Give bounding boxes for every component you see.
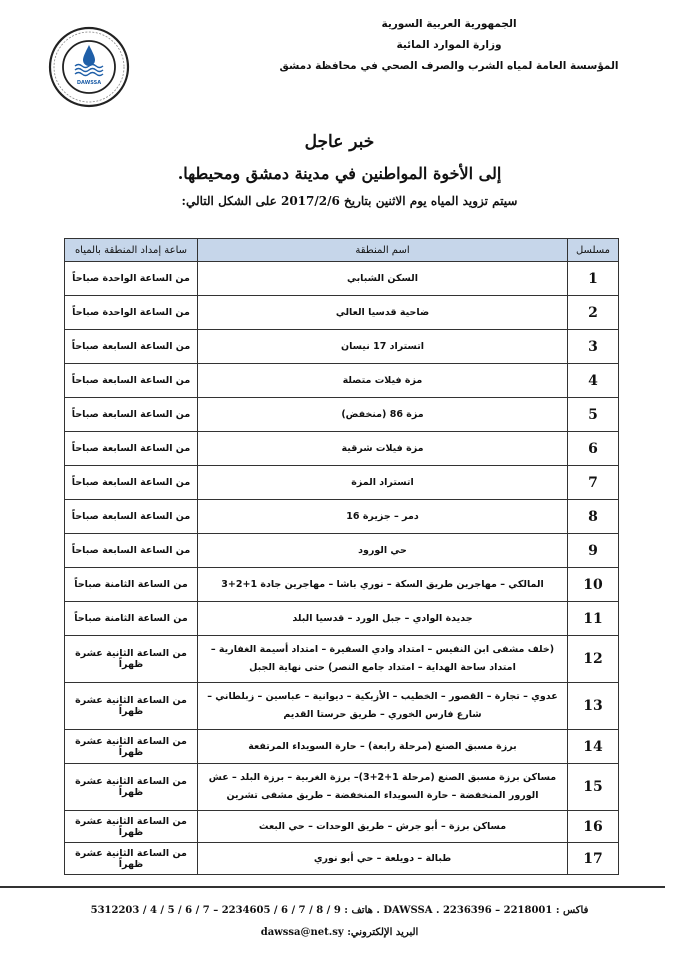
table-row (65, 636, 619, 683)
row-time: من الساعة الثانية عشرة ظهراً (65, 730, 198, 764)
row-serial: 15 (568, 764, 619, 811)
row-time: من الساعة السابعة صباحاً (65, 534, 198, 568)
notice-subtitle: إلى الأخوة المواطنين في مدينة دمشق ومحيطها. (177, 164, 502, 183)
row-serial: 16 (568, 811, 619, 843)
row-time: من الساعة السابعة صباحاً (65, 364, 198, 398)
row-area: اتستراد 17 نيسان (198, 330, 568, 364)
notice-title: خبر عاجل (304, 132, 375, 152)
table-row (65, 398, 619, 432)
row-serial: 8 (568, 500, 619, 534)
row-serial: 10 (568, 568, 619, 602)
row-serial: 2 (568, 296, 619, 330)
row-time: من الساعة الثامنة صباحاً (65, 568, 198, 602)
row-time: من الساعة الثانية عشرة ظهراً (65, 683, 198, 730)
row-area: ضاحية قدسيا العالي (198, 296, 568, 330)
row-area: مساكن برزة مسبق الصنع (مرحلة 1+2+3)– برزة الغربية – برزة البلد – عش الورور المنخفضة – حارة السويداء المنخفضة – طريق مشفى تشرين (198, 764, 568, 811)
table-row (65, 843, 619, 875)
row-serial: 12 (568, 636, 619, 683)
row-area: السكن الشبابي (198, 262, 568, 296)
row-serial: 9 (568, 534, 619, 568)
row-area: مزة فيلات شرقية (198, 432, 568, 466)
row-area: جديدة الوادي – جبل الورد – قدسيا البلد (198, 602, 568, 636)
row-area: مزة 86 (منخفض) (198, 398, 568, 432)
table-row (65, 466, 619, 500)
row-time: من الساعة الواحدة صباحاً (65, 262, 198, 296)
row-time: من الساعة السابعة صباحاً (65, 500, 198, 534)
row-area: مساكن برزة – أبو جرش – طريق الوحدات – حي البعث (198, 811, 568, 843)
header-time: ساعة إمداد المنطقة بالمياه (65, 239, 198, 262)
footer (0, 900, 679, 944)
footer-contact-line: هاتف : 9 / 8 / 7 / 6 / 2234605 – 7 / 6 / 5 / 4 / 5312203 . DAWSSA . فاكس : 2218001 – 2236396 (90, 905, 589, 916)
header-area: اسم المنطقة (198, 239, 568, 262)
row-area: حي الورود (198, 534, 568, 568)
table-row (65, 296, 619, 330)
row-serial: 5 (568, 398, 619, 432)
row-time: من الساعة الثانية عشرة ظهراً (65, 636, 198, 683)
row-serial: 13 (568, 683, 619, 730)
table-row (65, 534, 619, 568)
row-time: من الساعة السابعة صباحاً (65, 330, 198, 364)
row-serial: 7 (568, 466, 619, 500)
row-area: مزة فيلات متصلة (198, 364, 568, 398)
row-serial: 11 (568, 602, 619, 636)
row-time: من الساعة الثانية عشرة ظهراً (65, 811, 198, 843)
table-row (65, 764, 619, 811)
notice-heading (0, 128, 679, 214)
footer-email[interactable]: dawssa@net.sy (260, 927, 344, 938)
footer-divider (0, 886, 665, 888)
row-time: من الساعة السابعة صباحاً (65, 432, 198, 466)
row-time: من الساعة السابعة صباحاً (65, 466, 198, 500)
letterhead-country: الجمهورية العربية السورية (381, 18, 517, 30)
row-serial: 1 (568, 262, 619, 296)
letterhead-ministry: وزارة الموارد المائية (396, 39, 502, 51)
row-serial: 14 (568, 730, 619, 764)
row-time: من الساعة الثانية عشرة ظهراً (65, 764, 198, 811)
row-area: دمر – جزيرة 16 (198, 500, 568, 534)
logo-text: DAWSSA (76, 80, 102, 86)
row-time: من الساعة الثانية عشرة ظهراً (65, 843, 198, 875)
footer-email-line (0, 922, 679, 944)
water-schedule-table (64, 238, 619, 875)
row-time: من الساعة السابعة صباحاً (65, 398, 198, 432)
table-header-row (65, 239, 619, 262)
row-area: (خلف مشفى ابن النفيس – امتداد وادي السفيرة – امتداد أسيمة الغفارية – امتداد ساحة الهداية – امتداد جامع النصر) حتى نهاية الجبل (198, 636, 568, 683)
table-row (65, 262, 619, 296)
table-row (65, 330, 619, 364)
row-serial: 17 (568, 843, 619, 875)
row-time: من الساعة الواحدة صباحاً (65, 296, 198, 330)
row-area: برزة مسبق الصنع (مرحلة رابعة) – حارة السويداء المرتفعة (198, 730, 568, 764)
letterhead-institution: المؤسسة العامة لمياه الشرب والصرف الصحي في محافظة دمشق (279, 60, 619, 72)
row-serial: 6 (568, 432, 619, 466)
table-row (65, 811, 619, 843)
row-area: المالكي – مهاجرين طريق السكة – نوري باشا – مهاجرين جادة 1+2+3 (198, 568, 568, 602)
header-serial: مسلسل (568, 239, 619, 262)
row-area: عدوي – تجارة – القصور – الخطيب – الأزبكية – ديوانية – عباسين – زبلطاني – شارع فارس الخوري – طريق حرستا القديم (198, 683, 568, 730)
table-row (65, 500, 619, 534)
row-area: اتستراد المزة (198, 466, 568, 500)
row-time: من الساعة الثامنة صباحاً (65, 602, 198, 636)
table-row (65, 432, 619, 466)
dawssa-logo-seal (48, 26, 130, 108)
row-area: طبالة – دويلعة – حي أبو نوري (198, 843, 568, 875)
table-row (65, 364, 619, 398)
table-row (65, 730, 619, 764)
letterhead (279, 14, 619, 77)
notice-intro: سيتم تزويد المياه يوم الاثنين بتاريخ 2017/2/6 على الشكل التالي: (181, 194, 518, 208)
table-row (65, 602, 619, 636)
footer-email-label: البريد الإلكتروني: (347, 927, 419, 938)
row-serial: 4 (568, 364, 619, 398)
row-serial: 3 (568, 330, 619, 364)
table-row (65, 683, 619, 730)
table-row (65, 568, 619, 602)
